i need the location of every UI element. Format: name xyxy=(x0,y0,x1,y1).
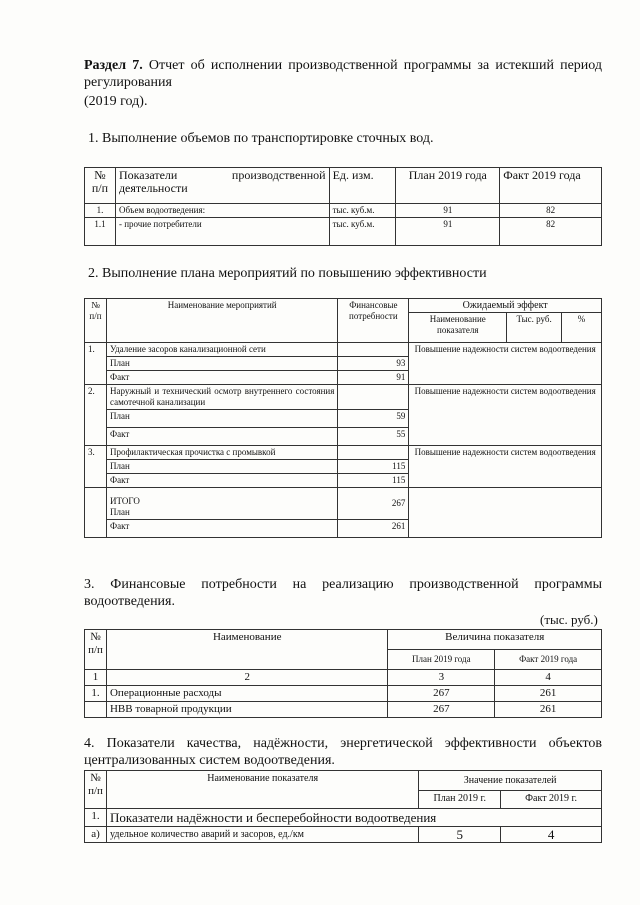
header-effect-rub: Тыс. руб. xyxy=(507,313,562,343)
cell-num: 1.1 xyxy=(85,218,116,246)
cell-indicator: удельное количество аварий и засоров, ед./км xyxy=(106,827,418,843)
cell-empty xyxy=(338,385,409,410)
header-plan: План 2019 г. xyxy=(419,791,501,809)
cell-plan-value: 115 xyxy=(338,460,409,474)
cell-total-fact: 261 xyxy=(338,520,409,538)
header-effect-name: Наименование показателя xyxy=(409,313,507,343)
cell-indicator: - прочие потребители xyxy=(115,218,329,246)
cell-effect: Повышение надежности систем водоотведения xyxy=(409,446,602,488)
index-row xyxy=(85,670,602,686)
cell-index: 1 xyxy=(85,670,107,686)
measures-header-top xyxy=(85,299,602,313)
cell-fact: 82 xyxy=(500,218,602,246)
cell-total-fact-label: Факт xyxy=(106,520,337,538)
cell-fact: 4 xyxy=(501,827,602,843)
cell-num: 1. xyxy=(85,343,107,385)
measures-table xyxy=(84,298,602,538)
table-row xyxy=(85,702,602,718)
cell-total-label xyxy=(106,488,337,520)
cell-total-plan: 267 xyxy=(338,488,409,520)
cell-fact-value: 91 xyxy=(338,371,409,385)
table-row xyxy=(85,446,602,460)
cell-empty xyxy=(338,446,409,460)
header-value: Величина показателя xyxy=(388,630,602,650)
cell-plan: 267 xyxy=(388,702,495,718)
cell-num: 1. xyxy=(85,686,107,702)
cell-plan-label: План xyxy=(106,410,337,428)
cell-plan: 91 xyxy=(396,204,500,218)
table-row xyxy=(85,686,602,702)
header-measure: Наименование мероприятий xyxy=(106,299,337,343)
header-finance: Финансовые потребности xyxy=(338,299,409,343)
section-title-text: Отчет об исполнении производственной программы за истекший период регулирования xyxy=(84,58,603,90)
cell-index: 3 xyxy=(388,670,495,686)
cell-fact: 261 xyxy=(495,686,602,702)
cell-name: НВВ товарной продукции xyxy=(106,702,387,718)
cell-fact: 261 xyxy=(495,702,602,718)
table-row xyxy=(85,204,602,218)
table-row xyxy=(85,385,602,410)
volume-table xyxy=(84,167,602,246)
cell-num: 3. xyxy=(85,446,107,488)
quality-table xyxy=(84,770,602,843)
cell-empty xyxy=(409,488,602,538)
header-name: Наименование показателя xyxy=(106,771,418,809)
cell-num: 1. xyxy=(85,204,116,218)
cell-plan-label: План xyxy=(106,460,337,474)
cell-plan: 5 xyxy=(419,827,501,843)
header-value: Значение показателей xyxy=(419,771,602,791)
header-num: № п/п xyxy=(85,771,107,809)
total-plan-label: План xyxy=(109,507,130,517)
finance-header-top xyxy=(85,630,602,650)
group-row xyxy=(85,809,602,827)
cell-index: 4 xyxy=(495,670,602,686)
section-title xyxy=(84,57,602,91)
cell-plan-label: План xyxy=(106,357,337,371)
cell-plan: 267 xyxy=(388,686,495,702)
section-year: (2019 год). xyxy=(84,94,148,109)
quality-header-top xyxy=(85,771,602,791)
cell-fact-value: 55 xyxy=(338,428,409,446)
cell-unit: тыс. куб.м. xyxy=(329,204,396,218)
header-plan: План 2019 года xyxy=(396,168,500,204)
part4-heading: 4. Показатели качества, надёжности, энергетической эффективности объектов централизованных систем водоотведения. xyxy=(84,736,602,768)
header-effect-pct: % xyxy=(562,313,602,343)
total-label: ИТОГО xyxy=(109,496,140,506)
header-num: № п/п xyxy=(85,630,107,670)
part3-unit: (тыс. руб.) xyxy=(540,612,598,627)
cell-measure-title: Профилактическая прочистка с промывкой xyxy=(106,446,337,460)
header-effect: Ожидаемый эффект xyxy=(409,299,602,313)
cell-name: Операционные расходы xyxy=(106,686,387,702)
header-fact: Факт 2019 г. xyxy=(501,791,602,809)
cell-empty xyxy=(85,488,107,538)
header-indicator: Показатели производственной деятельности xyxy=(115,168,329,204)
cell-fact-label: Факт xyxy=(106,428,337,446)
cell-index: 2 xyxy=(106,670,387,686)
cell-unit: тыс. куб.м. xyxy=(329,218,396,246)
total-row xyxy=(85,488,602,520)
cell-fact-label: Факт xyxy=(106,474,337,488)
cell-num: 2. xyxy=(85,385,107,446)
header-num: № п/п xyxy=(85,168,116,204)
header-unit: Ед. изм. xyxy=(329,168,396,204)
cell-effect: Повышение надежности систем водоотведения xyxy=(409,343,602,385)
cell-empty xyxy=(338,343,409,357)
cell-num: 1. xyxy=(85,809,107,827)
cell-indicator: Объем водоотведения: xyxy=(115,204,329,218)
section-title-prefix: Раздел 7. xyxy=(84,58,143,73)
volume-table-header xyxy=(85,168,602,204)
cell-num xyxy=(85,702,107,718)
cell-num: а) xyxy=(85,827,107,843)
cell-fact: 82 xyxy=(500,204,602,218)
cell-measure-title: Наружный и технический осмотр внутреннего состояния самотечной канализации xyxy=(106,385,337,410)
part3-heading: 3. Финансовые потребности на реализацию производственной программы водоотведения. xyxy=(84,577,602,609)
table-row xyxy=(85,218,602,246)
cell-fact-value: 115 xyxy=(338,474,409,488)
finance-table xyxy=(84,629,602,718)
part2-heading: 2. Выполнение плана мероприятий по повышению эффективности xyxy=(88,266,487,281)
cell-measure-title: Удаление засоров канализационной сети xyxy=(106,343,337,357)
header-fact: Факт 2019 года xyxy=(500,168,602,204)
cell-effect: Повышение надежности систем водоотведения xyxy=(409,385,602,446)
cell-group-title: Показатели надёжности и бесперебойности водоотведения xyxy=(106,809,601,827)
table-row xyxy=(85,827,602,843)
header-plan: План 2019 года xyxy=(388,650,495,670)
header-name: Наименование xyxy=(106,630,387,670)
cell-fact-label: Факт xyxy=(106,371,337,385)
header-num: № п/п xyxy=(85,299,107,343)
table-row xyxy=(85,343,602,357)
cell-plan: 91 xyxy=(396,218,500,246)
part1-heading: 1. Выполнение объемов по транспортировке сточных вод. xyxy=(88,131,434,146)
cell-plan-value: 93 xyxy=(338,357,409,371)
header-fact: Факт 2019 года xyxy=(495,650,602,670)
cell-plan-value: 59 xyxy=(338,410,409,428)
